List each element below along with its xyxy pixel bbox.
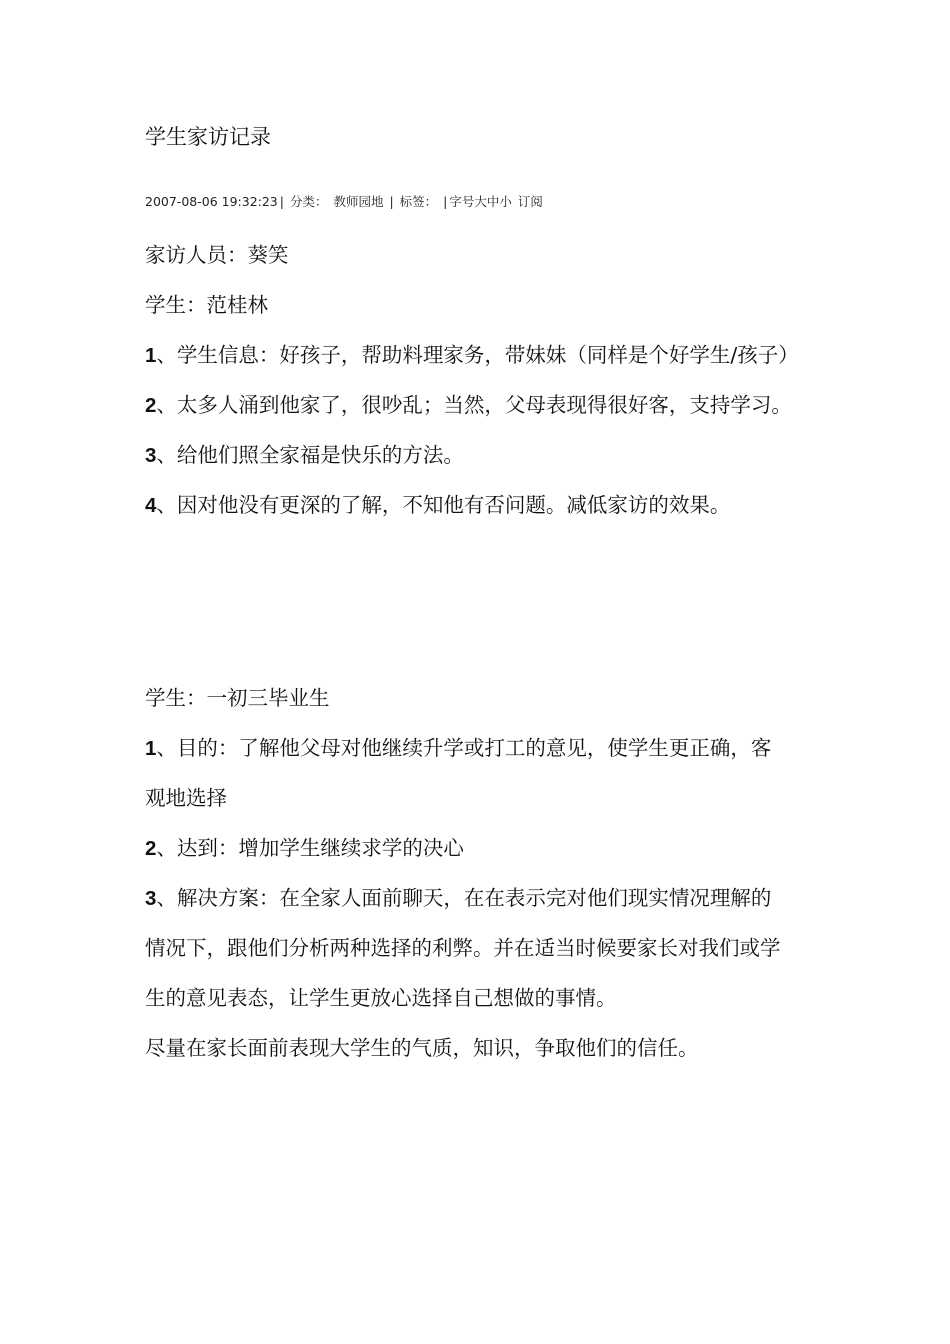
closing-paragraph: 尽量在家长面前表现大学生的气质，知识，争取他们的信任。 [145, 1036, 699, 1060]
list-item [145, 733, 771, 764]
post-meta [145, 192, 545, 212]
item-continuation: 生的意见表态，让学生更放心选择自己想做的事情。 [145, 986, 617, 1010]
item-number: 3 [145, 444, 157, 467]
item-text: 、给他们照全家福是快乐的方法。 [156, 443, 464, 467]
category-link[interactable]: 教师园地 [333, 194, 384, 209]
student-line: 学生：一初三毕业生 [145, 686, 330, 710]
list-item [145, 833, 464, 864]
list-item [145, 440, 464, 471]
tags-label: 标签： [399, 194, 438, 209]
item-text: 、因对他没有更深的了解，不知他有否问题。减低家访的效果。 [156, 493, 731, 517]
font-size-options[interactable]: 字号大中小 [449, 194, 512, 209]
visitor-line: 家访人员：葵笑 [145, 243, 289, 267]
item-continuation: 观地选择 [145, 786, 227, 810]
student-line: 学生：范桂林 [145, 293, 268, 317]
item-text: 、太多人涌到他家了，很吵乱；当然，父母表现得很好客，支持学习。 [156, 393, 792, 417]
meta-separator: | [389, 194, 394, 209]
item-text: 、解决方案：在全家人面前聊天，在在表示完对他们现实情况理解的 [156, 886, 772, 910]
list-item [145, 390, 792, 421]
item-number: 2 [145, 394, 157, 417]
page-title: 学生家访记录 [145, 125, 271, 149]
item-text: 、目的：了解他父母对他继续升学或打工的意见，使学生更正确，客 [156, 736, 772, 760]
meta-separator: | [279, 194, 284, 209]
list-item [145, 340, 799, 371]
item-text: 、学生信息：好孩子，帮助料理家务，带妹妹（同样是个好学生/孩子） [156, 343, 799, 367]
list-item [145, 490, 730, 521]
subscribe-link[interactable]: 订阅 [517, 194, 543, 209]
item-number: 1 [145, 737, 157, 760]
list-item [145, 883, 771, 914]
category-label: 分类： [289, 194, 328, 209]
item-number: 2 [145, 837, 157, 860]
meta-separator: | [443, 194, 448, 209]
item-text: 、达到：增加学生继续求学的决心 [156, 836, 464, 860]
item-continuation: 情况下，跟他们分析两种选择的利弊。并在适当时候要家长对我们或学 [145, 936, 781, 960]
item-number: 3 [145, 887, 157, 910]
item-number: 4 [145, 494, 157, 517]
item-number: 1 [145, 344, 157, 367]
post-date: 2007-08-06 19:32:23 [145, 194, 278, 209]
